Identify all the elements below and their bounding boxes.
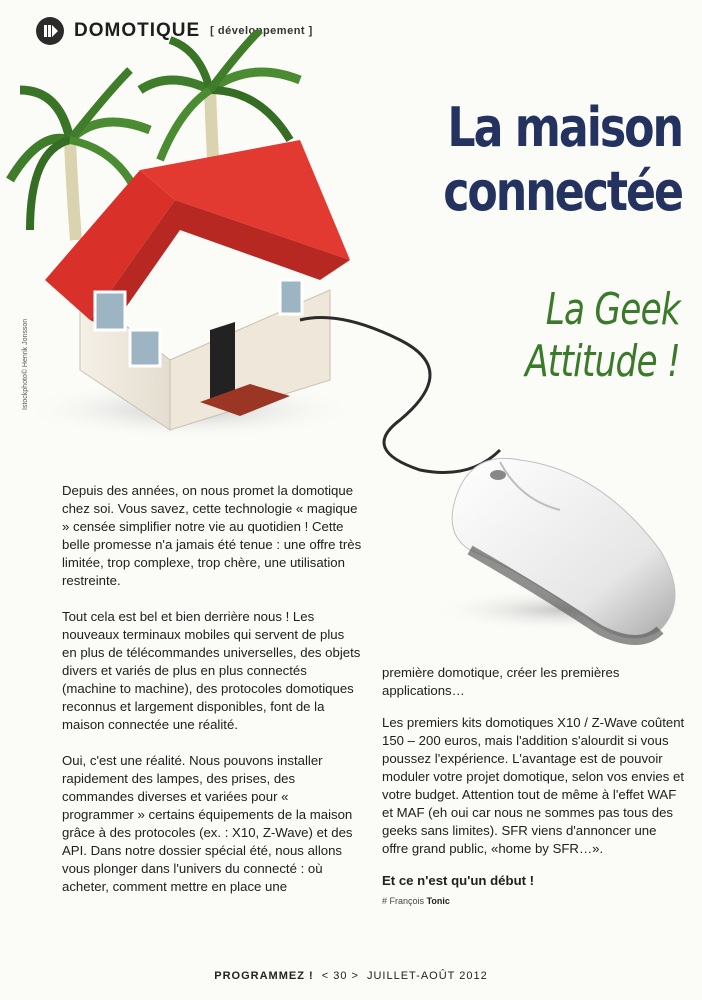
author-last-name: Tonic (426, 896, 450, 906)
page-number: < 30 > (321, 970, 359, 982)
article-subtitle (446, 284, 680, 388)
paragraph: Les premiers kits domotiques X10 / Z-Wave coûtent 150 – 200 euros, mais l'addition s'alourdit si vous poussez l'expérience. L'avantage est de pouvoir moduler votre projet domotique, selon vos envies et votre budget. Attention tout de même à l'effet WAF et MAF (eh oui car nous ne sommes pas tous des geeks sans limites). SFR viens d'annoncer une offre grand public, «home by SFR…». (382, 715, 685, 856)
title-line: connectée (443, 160, 682, 223)
paragraph: Depuis des années, on nous promet la domotique chez soi. Vous savez, cette technologie « magique » censée simplifier notre vie au quotidien ! Cette belle promesse n'a jamais été tenue : une offre très limitée, trop complexe, trop chère, une utilisation restreinte. (62, 483, 362, 588)
author-first-name: François (389, 896, 425, 906)
author-byline (382, 892, 686, 910)
computer-mouse-icon (430, 458, 690, 640)
paragraph: Oui, c'est une réalité. Nous pouvons installer rapidement des lampes, des prises, des commandes diverses et variées pour « programmer » certains équipements de la maison grâce à des protocoles (ex. : X10, Z-Wave) et des API. Dans notre dossier spécial été, nous allons vous plonger dans l'univers du connecté : où acheter, comment mettre en place une (62, 753, 353, 894)
text-column-left (62, 482, 362, 914)
article-title (428, 96, 682, 224)
paragraph: Tout cela est bel et bien derrière nous ! Les nouveaux terminaux mobiles qui servent de plus en plus de télécommandes universelles, des objets divers et variés de plus en plus connectés (machine to machine), des protocoles domotiques reconnus et largement disponibles, font de la maison connectée une réalité. (62, 609, 361, 732)
paragraph-conclusion: Et ce n'est qu'un début ! (382, 873, 535, 888)
magazine-name: PROGRAMMEZ ! (214, 970, 314, 982)
issue-date: JUILLET-AOÛT 2012 (366, 970, 488, 982)
paragraph: première domotique, créer les premières applications… (382, 665, 620, 698)
page-footer (0, 970, 702, 982)
section-label: DOMOTIQUE (74, 20, 201, 41)
title-line: La maison (447, 96, 682, 159)
author-prefix: # (382, 896, 388, 906)
subsection-label: [ développement ] (210, 25, 313, 37)
photo-credit: Istockphoto© Henrik Jonsson (22, 318, 29, 410)
subtitle-line: Attitude ! (525, 336, 680, 387)
text-column-right (382, 664, 686, 910)
subtitle-line: La Geek (545, 284, 680, 335)
